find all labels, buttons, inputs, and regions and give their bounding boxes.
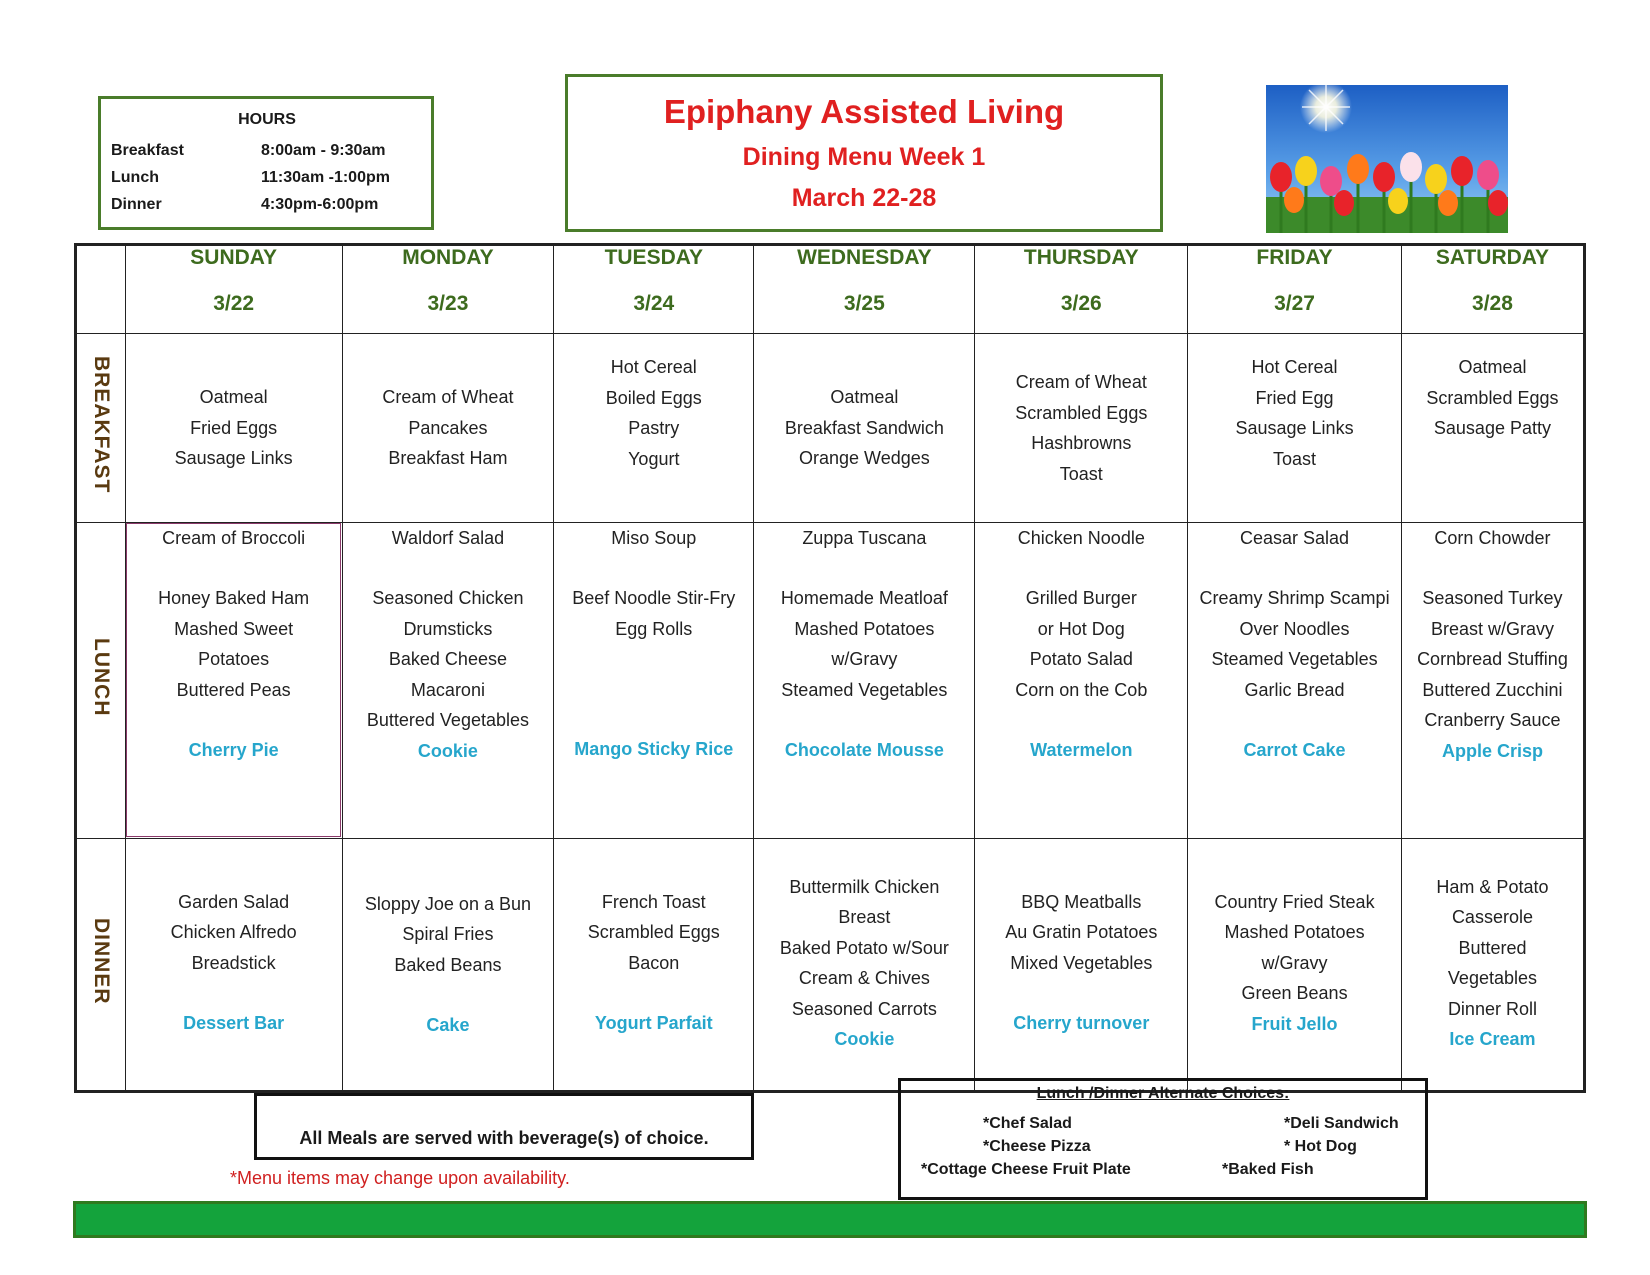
day-date: 3/23 bbox=[427, 292, 469, 315]
day-date: 3/26 bbox=[1060, 292, 1102, 315]
footer-bar bbox=[73, 1201, 1587, 1238]
dinner-cell-saturday bbox=[1401, 838, 1583, 1090]
day-date: 3/22 bbox=[213, 292, 255, 315]
menu-item: Fried Eggs bbox=[190, 417, 278, 438]
breakfast-cell-wednesday bbox=[754, 334, 975, 522]
alternate-item: *Cottage Cheese Fruit Plate bbox=[921, 1161, 1131, 1178]
alternate-item: *Cheese Pizza bbox=[983, 1138, 1091, 1155]
day-header-saturday bbox=[1401, 246, 1583, 334]
alternate-item: *Chef Salad bbox=[983, 1115, 1072, 1132]
dessert-item: Dessert Bar bbox=[183, 1013, 285, 1034]
lunch-cell-wednesday bbox=[754, 522, 975, 838]
menu-item: Casserole bbox=[1451, 907, 1533, 928]
menu-item: Seasoned Turkey bbox=[1422, 588, 1563, 609]
page-title: Epiphany Assisted Living bbox=[663, 93, 1065, 130]
menu-item: Honey Baked Ham bbox=[158, 588, 310, 609]
day-name: SATURDAY bbox=[1435, 246, 1550, 269]
menu-item: Oatmeal bbox=[1458, 357, 1527, 378]
menu-item: Mashed Sweet bbox=[174, 618, 294, 639]
meal-label-lunch bbox=[77, 522, 126, 838]
menu-item: Sausage Links bbox=[174, 448, 293, 469]
day-date: 3/24 bbox=[633, 292, 675, 315]
availability-note: *Menu items may change upon availability. bbox=[230, 1168, 570, 1188]
dessert-item: Ice Cream bbox=[1449, 1029, 1536, 1050]
dinner-cell-friday bbox=[1188, 838, 1402, 1090]
dessert-item: Mango Sticky Rice bbox=[574, 739, 734, 760]
menu-dates: March 22-28 bbox=[791, 184, 937, 212]
corner-cell bbox=[77, 246, 126, 334]
day-name: SUNDAY bbox=[190, 246, 278, 269]
alternates-title: Lunch /Dinner Alternate Choices: bbox=[1036, 1085, 1290, 1102]
menu-item: Garden Salad bbox=[178, 891, 290, 912]
menu-item: Mashed Potatoes bbox=[1224, 922, 1365, 943]
dessert-item: Fruit Jello bbox=[1251, 1013, 1338, 1034]
menu-item: w/Gravy bbox=[1261, 952, 1328, 973]
menu-item: Hashbrowns bbox=[1031, 433, 1132, 454]
menu-item: Toast bbox=[1059, 463, 1103, 484]
hours-meal: Breakfast bbox=[111, 141, 184, 159]
menu-item: Garlic Bread bbox=[1244, 679, 1345, 700]
menu-item: Au Gratin Potatoes bbox=[1005, 922, 1158, 943]
breakfast-cell-saturday bbox=[1401, 334, 1583, 522]
dessert-item: Cookie bbox=[834, 1029, 895, 1050]
soup-item: Waldorf Salad bbox=[391, 527, 505, 548]
hours-row-breakfast bbox=[111, 137, 423, 164]
menu-item: Ham & Potato bbox=[1436, 876, 1549, 897]
breakfast-cell-tuesday bbox=[554, 334, 754, 522]
hours-time: 4:30pm-6:00pm bbox=[261, 195, 379, 213]
lunch-cell-monday bbox=[342, 522, 554, 838]
day-header-monday bbox=[342, 246, 554, 334]
menu-item: Sausage Patty bbox=[1433, 418, 1551, 439]
day-header-sunday bbox=[125, 246, 342, 334]
meal-label-text: DINNER bbox=[89, 918, 113, 1005]
menu-item: Buttered Peas bbox=[176, 679, 291, 700]
breakfast-cell-thursday bbox=[975, 334, 1188, 522]
menu-item: Egg Rolls bbox=[615, 618, 693, 639]
meal-label-breakfast bbox=[77, 334, 126, 522]
menu-item: Steamed Vegetables bbox=[1211, 649, 1378, 670]
menu-item: Boiled Eggs bbox=[605, 387, 702, 408]
alternate-item: *Baked Fish bbox=[1222, 1161, 1314, 1178]
menu-item: Breast w/Gravy bbox=[1430, 618, 1554, 639]
soup-item: Miso Soup bbox=[611, 527, 697, 548]
alternate-item: *Deli Sandwich bbox=[1284, 1115, 1399, 1132]
menu-item: Mixed Vegetables bbox=[1010, 952, 1153, 973]
day-date: 3/28 bbox=[1472, 292, 1513, 315]
beverage-box bbox=[254, 1093, 754, 1160]
hours-row-lunch bbox=[111, 164, 423, 191]
menu-item: Hot Cereal bbox=[610, 357, 697, 378]
soup-item: Corn Chowder bbox=[1434, 527, 1551, 548]
lunch-cell-friday bbox=[1188, 522, 1402, 838]
menu-item: Bacon bbox=[628, 952, 680, 973]
menu-item: Scrambled Eggs bbox=[1426, 387, 1559, 408]
menu-item: Baked Cheese bbox=[388, 649, 507, 670]
menu-item: Pancakes bbox=[408, 417, 488, 438]
menu-item: Country Fried Steak bbox=[1214, 891, 1375, 912]
hours-box bbox=[98, 96, 434, 230]
dessert-item: Yogurt Parfait bbox=[594, 1013, 713, 1034]
menu-item: Sausage Links bbox=[1235, 418, 1354, 439]
breakfast-cell-friday bbox=[1188, 334, 1402, 522]
menu-item: Vegetables bbox=[1447, 968, 1537, 989]
menu-item: Cream of Wheat bbox=[1015, 372, 1147, 393]
soup-item: Zuppa Tuscana bbox=[802, 527, 927, 548]
menu-item: Cornbread Stuffing bbox=[1417, 649, 1568, 670]
day-date: 3/27 bbox=[1274, 292, 1315, 315]
menu-item: Potatoes bbox=[198, 649, 270, 670]
dinner-cell-tuesday bbox=[554, 838, 754, 1090]
tulip-illustration bbox=[1266, 85, 1508, 233]
menu-item: Macaroni bbox=[410, 679, 485, 700]
menu-item: Buttered bbox=[1458, 937, 1527, 958]
meal-label-text: BREAKFAST bbox=[89, 356, 113, 494]
hours-meal: Lunch bbox=[111, 168, 159, 186]
menu-item: Corn on the Cob bbox=[1015, 679, 1148, 700]
alternate-item: * Hot Dog bbox=[1284, 1138, 1357, 1155]
tulip-image bbox=[1266, 85, 1508, 233]
breakfast-row bbox=[77, 334, 1584, 522]
menu-item: Hot Cereal bbox=[1251, 357, 1338, 378]
hours-meal: Dinner bbox=[111, 195, 162, 213]
menu-item: Beef Noodle Stir-Fry bbox=[572, 588, 736, 609]
menu-item: or Hot Dog bbox=[1037, 618, 1125, 639]
day-name: MONDAY bbox=[402, 246, 494, 269]
menu-item: Homemade Meatloaf bbox=[780, 588, 948, 609]
hours-time: 11:30am -1:00pm bbox=[261, 168, 390, 186]
dessert-item: Apple Crisp bbox=[1441, 740, 1543, 761]
menu-item: Buttered Vegetables bbox=[366, 710, 529, 731]
menu-item: Sloppy Joe on a Bun bbox=[364, 893, 531, 914]
menu-item: Yogurt bbox=[628, 448, 680, 469]
dinner-cell-monday bbox=[342, 838, 554, 1090]
lunch-cell-saturday bbox=[1401, 522, 1583, 838]
dessert-item: Watermelon bbox=[1030, 740, 1133, 761]
menu-table bbox=[74, 243, 1586, 1093]
menu-item: BBQ Meatballs bbox=[1021, 891, 1142, 912]
dessert-item: Cake bbox=[426, 1015, 470, 1036]
menu-item: Baked Potato w/Sour bbox=[779, 937, 949, 958]
menu-item: Fried Egg bbox=[1255, 387, 1334, 408]
lunch-cell-tuesday bbox=[554, 522, 754, 838]
menu-item: Drumsticks bbox=[403, 618, 493, 639]
hours-title: HOURS bbox=[238, 111, 296, 128]
menu-item: Scrambled Eggs bbox=[1015, 402, 1148, 423]
menu-item: Mashed Potatoes bbox=[794, 618, 935, 639]
menu-item: Orange Wedges bbox=[798, 448, 930, 469]
day-header-row bbox=[77, 246, 1584, 334]
menu-item: Baked Beans bbox=[394, 954, 502, 975]
menu-item: Steamed Vegetables bbox=[781, 679, 948, 700]
soup-item: Cream of Broccoli bbox=[162, 527, 306, 548]
day-name: TUESDAY bbox=[604, 246, 703, 269]
menu-item: Green Beans bbox=[1241, 983, 1348, 1004]
beverage-text: All Meals are served with beverage(s) of choice. bbox=[299, 1128, 709, 1148]
menu-item: Cranberry Sauce bbox=[1424, 710, 1561, 731]
menu-item: Seasoned Chicken bbox=[372, 588, 524, 609]
menu-item: Dinner Roll bbox=[1447, 998, 1537, 1019]
dinner-cell-sunday bbox=[125, 838, 342, 1090]
menu-item: Over Noodles bbox=[1239, 618, 1350, 639]
menu-item: Breast bbox=[838, 907, 891, 928]
soup-item: Ceasar Salad bbox=[1240, 527, 1350, 548]
day-date: 3/25 bbox=[843, 292, 885, 315]
hours-row-dinner bbox=[111, 191, 423, 218]
menu-item: Scrambled Eggs bbox=[587, 922, 720, 943]
menu-item: Spiral Fries bbox=[402, 924, 494, 945]
menu-item: Breadstick bbox=[191, 952, 276, 973]
day-name: THURSDAY bbox=[1023, 246, 1139, 269]
menu-item: Cream of Wheat bbox=[382, 387, 514, 408]
menu-subtitle: Dining Menu Week 1 bbox=[742, 143, 986, 171]
meal-label-text: LUNCH bbox=[89, 637, 113, 717]
breakfast-cell-monday bbox=[342, 334, 554, 522]
menu-item: Oatmeal bbox=[199, 387, 268, 408]
dessert-item: Chocolate Mousse bbox=[784, 740, 944, 761]
menu-item: w/Gravy bbox=[831, 649, 898, 670]
meal-label-dinner bbox=[77, 838, 126, 1090]
dinner-row bbox=[77, 838, 1584, 1090]
day-name: WEDNESDAY bbox=[797, 246, 932, 269]
soup-item: Chicken Noodle bbox=[1017, 527, 1145, 548]
dessert-item: Carrot Cake bbox=[1243, 740, 1346, 761]
menu-item: Seasoned Carrots bbox=[791, 998, 937, 1019]
menu-item: Oatmeal bbox=[830, 387, 899, 408]
dinner-cell-thursday bbox=[975, 838, 1188, 1090]
dinner-cell-wednesday bbox=[754, 838, 975, 1090]
menu-item: Buttered Zucchini bbox=[1422, 679, 1563, 700]
lunch-cell-sunday bbox=[125, 522, 342, 838]
lunch-cell-thursday bbox=[975, 522, 1188, 838]
day-name: FRIDAY bbox=[1256, 246, 1333, 269]
menu-item: Potato Salad bbox=[1029, 649, 1133, 670]
dessert-item: Cherry turnover bbox=[1013, 1013, 1150, 1034]
menu-item: Pastry bbox=[628, 418, 680, 439]
day-header-wednesday bbox=[754, 246, 975, 334]
hours-time: 8:00am - 9:30am bbox=[261, 141, 386, 159]
menu-item: French Toast bbox=[601, 891, 706, 912]
menu-item: Buttermilk Chicken bbox=[789, 876, 940, 897]
dessert-item: Cherry Pie bbox=[188, 740, 279, 761]
menu-item: Breakfast Ham bbox=[388, 448, 508, 469]
menu-item: Breakfast Sandwich bbox=[784, 417, 944, 438]
lunch-row bbox=[77, 522, 1584, 838]
menu-item: Cream & Chives bbox=[798, 968, 930, 989]
title-box bbox=[565, 74, 1163, 232]
alternates-box bbox=[898, 1078, 1428, 1200]
day-header-tuesday bbox=[554, 246, 754, 334]
breakfast-cell-sunday bbox=[125, 334, 342, 522]
menu-item: Grilled Burger bbox=[1025, 588, 1137, 609]
menu-item: Creamy Shrimp Scampi bbox=[1199, 588, 1390, 609]
dessert-item: Cookie bbox=[417, 740, 478, 761]
day-header-thursday bbox=[975, 246, 1188, 334]
day-header-friday bbox=[1188, 246, 1402, 334]
menu-item: Chicken Alfredo bbox=[170, 922, 297, 943]
menu-item: Toast bbox=[1273, 448, 1317, 469]
